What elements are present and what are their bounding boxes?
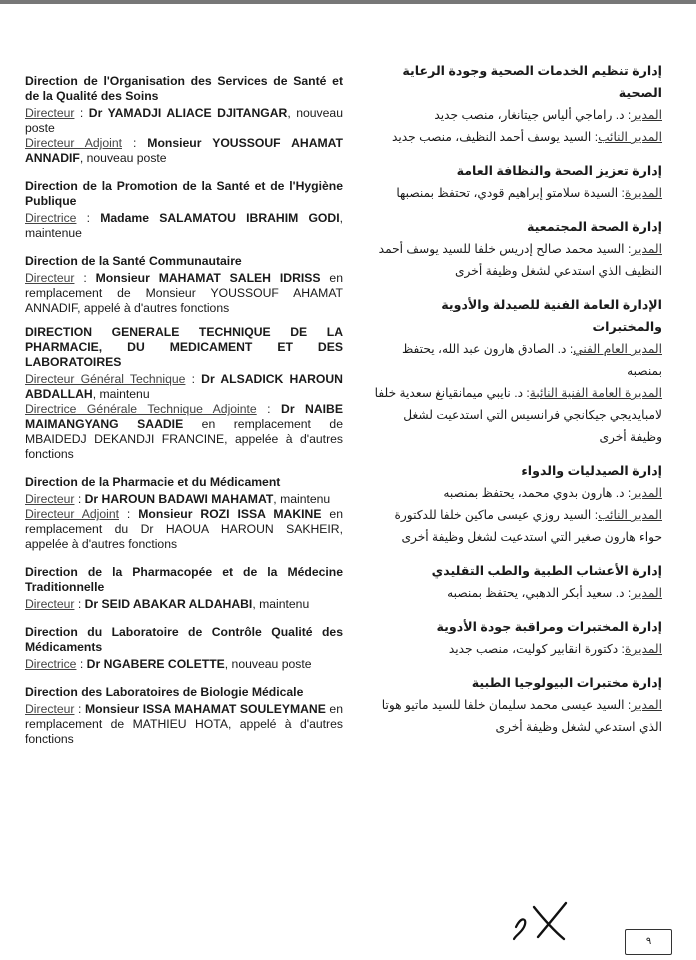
ar-section-title: إدارة الصيدليات والدواء bbox=[521, 464, 662, 478]
fr-appointment: Directeur : Dr SEID ABAKAR ALDAHABI, maintenu bbox=[25, 597, 310, 611]
fr-role: Directrice Générale Technique Adjointe bbox=[25, 402, 257, 416]
fr-appointment: Directrice Générale Technique Adjointe : Dr NAIBE MAIMANGYANG SAADIE en remplacement de MBAIDEDJ DEKANDJI FRANCINE, appelée à d'autres fonctions bbox=[25, 402, 343, 461]
fr-person: Dr ALSADICK HAROUN ABDALLAH bbox=[25, 372, 343, 401]
ar-section-title: إدارة تنظيم الخدمات الصحية وجودة الرعاية الصحية bbox=[402, 64, 662, 100]
ar-section-title: إدارة تعزيز الصحة والنظافة العامة bbox=[456, 164, 662, 178]
ar-role: المدير bbox=[631, 108, 662, 122]
ar-appointment: المدير: السيد محمد صالح إدريس خلفا للسيد يوسف أحمد النظيف الذي استدعي لشغل وظيفة أخرى bbox=[378, 242, 662, 278]
fr-appointment: Directrice : Madame SALAMATOU IBRAHIM GODI, maintenue bbox=[25, 211, 343, 240]
fr-section-controle-qualite bbox=[25, 625, 343, 672]
fr-person: Dr HAROUN BADAWI MAHAMAT bbox=[84, 492, 274, 506]
fr-role: Directeur bbox=[25, 271, 75, 285]
ar-appointment: المدير: د. سعيد أبكر الدهبي، يحتفظ بمنصبه bbox=[447, 586, 662, 600]
ar-section-title: الإدارة العامة الفنية للصيدلة والأدوية والمختبرات bbox=[441, 298, 662, 334]
fr-person: Monsieur ISSA MAHAMAT SOULEYMANE bbox=[84, 702, 326, 716]
fr-section-title: Direction de la Santé Communautaire bbox=[25, 254, 242, 268]
fr-person: Dr YAMADJI ALIACE DJITANGAR bbox=[88, 106, 288, 120]
french-column bbox=[25, 74, 343, 747]
fr-person: Dr SEID ABAKAR ALDAHABI bbox=[84, 597, 253, 611]
fr-section-communautaire bbox=[25, 254, 343, 316]
fr-section-title: Direction de la Promotion de la Santé et de l'Hygiène Publique bbox=[25, 179, 343, 208]
ar-section-title: إدارة المختبرات ومراقبة جودة الأدوية bbox=[436, 620, 662, 634]
fr-section-pharmacopee bbox=[25, 565, 343, 612]
ar-appointment: المديرة العامة الفنية النائبة: د. نايبي ميمانقيانغ سعدية خلفا لامبايديجي جيكانجي فرانسيس التي استدعيت لشغل وظيفة أخرى bbox=[374, 386, 662, 444]
ar-appointment: المدير النائب: السيد روزي عيسى ماكين خلفا للدكتورة حواء هارون صغير التي استدعيت لشغل وظيفة أخرى bbox=[394, 508, 662, 544]
fr-person: Dr NGABERE COLETTE bbox=[86, 657, 225, 671]
fr-role: Directrice bbox=[25, 211, 77, 225]
fr-appointment: Directeur Adjoint : Monsieur ROZI ISSA MAKINE en remplacement du Dr HAOUA HAROUN SAKHEIR, appelée à d'autres fonctions bbox=[25, 507, 343, 551]
fr-section-dgt-pharmacie bbox=[25, 325, 343, 462]
page-number: ٩ bbox=[625, 929, 672, 955]
fr-appointment: Directrice : Dr NGABERE COLETTE, nouveau poste bbox=[25, 657, 312, 671]
ar-role: المدير العام الفني bbox=[573, 342, 662, 356]
ar-section-title: إدارة الأعشاب الطبية والطب التقليدي bbox=[431, 564, 662, 578]
fr-role: Directeur bbox=[25, 492, 75, 506]
ar-section-pharmacie-medicament bbox=[370, 460, 662, 548]
handwritten-initials bbox=[512, 897, 578, 941]
fr-section-title: Direction de la Pharmacie et du Médicament bbox=[25, 475, 281, 489]
fr-role: Directrice bbox=[25, 657, 77, 671]
ar-appointment: المديرة: السيدة سلامتو إبراهيم قودي، تحتفظ بمنصبها bbox=[396, 186, 662, 200]
ar-appointment: المدير العام الفني: د. الصادق هارون عبد الله، يحتفظ بمنصبه bbox=[401, 342, 662, 378]
fr-person: Monsieur MAHAMAT SALEH IDRISS bbox=[95, 271, 321, 285]
ar-section-title: إدارة مختبرات البيولوجيا الطبية bbox=[471, 676, 662, 690]
fr-section-pharmacie-medicament bbox=[25, 475, 343, 552]
ar-section-communautaire bbox=[370, 216, 662, 282]
fr-appointment: Directeur : Dr HAROUN BADAWI MAHAMAT, maintenu bbox=[25, 492, 331, 506]
ar-role: المديرة العامة الفنية النائبة bbox=[529, 386, 662, 400]
fr-section-organisation bbox=[25, 74, 343, 166]
fr-person: Monsieur ROZI ISSA MAKINE bbox=[138, 507, 322, 521]
ar-section-dgt-pharmacie bbox=[370, 294, 662, 448]
ar-role: المدير النائب bbox=[598, 130, 662, 144]
ar-appointment: المدير: د. راماجي ألياس جيتانغار، منصب جديد bbox=[434, 108, 662, 122]
fr-role: Directeur bbox=[25, 106, 75, 120]
fr-role: Directeur Adjoint bbox=[25, 136, 122, 150]
fr-person: Monsieur YOUSSOUF AHAMAT ANNADIF bbox=[25, 136, 343, 165]
fr-person: Madame SALAMATOU IBRAHIM GODI bbox=[100, 211, 340, 225]
fr-section-title: Direction du Laboratoire de Contrôle Qualité des Médicaments bbox=[25, 625, 343, 654]
ar-section-organisation bbox=[370, 60, 662, 148]
fr-appointment: Directeur : Dr YAMADJI ALIACE DJITANGAR, nouveau poste bbox=[25, 106, 343, 135]
fr-person: Dr NAIBE MAIMANGYANG SAADIE bbox=[25, 402, 343, 431]
fr-section-biologie bbox=[25, 685, 343, 747]
ar-role: المدير النائب bbox=[598, 508, 662, 522]
fr-appointment: Directeur Adjoint : Monsieur YOUSSOUF AHAMAT ANNADIF, nouveau poste bbox=[25, 136, 343, 165]
fr-section-title: Direction des Laboratoires de Biologie Médicale bbox=[25, 685, 304, 699]
arabic-column bbox=[370, 60, 662, 738]
ar-role: المدير bbox=[631, 486, 662, 500]
fr-section-promotion bbox=[25, 179, 343, 241]
ar-section-promotion bbox=[370, 160, 662, 204]
fr-appointment: Directeur : Monsieur MAHAMAT SALEH IDRISS en remplacement de Monsieur YOUSSOUF AHAMAT ANNADIF, appelé à d'autres fonctions bbox=[25, 271, 343, 315]
fr-section-title: Direction de la Pharmacopée et de la Médecine Traditionnelle bbox=[25, 565, 343, 594]
ar-appointment: المدير: د. هارون بدوي محمد، يحتفظ بمنصبه bbox=[443, 486, 662, 500]
top-edge-bar bbox=[0, 0, 696, 4]
ar-section-title: إدارة الصحة المجتمعية bbox=[527, 220, 662, 234]
fr-appointment: Directeur Général Technique : Dr ALSADICK HAROUN ABDALLAH, maintenu bbox=[25, 372, 343, 401]
ar-appointment: المدير النائب: السيد يوسف أحمد النظيف، منصب جديد bbox=[392, 130, 662, 144]
fr-section-title: DIRECTION GENERALE TECHNIQUE DE LA PHARMACIE, DU MEDICAMENT ET DES LABORATOIRES bbox=[25, 325, 343, 369]
ar-section-pharmacopee bbox=[370, 560, 662, 604]
ar-role: المدير bbox=[631, 698, 662, 712]
fr-role: Directeur Adjoint bbox=[25, 507, 119, 521]
ar-role: المديرة bbox=[624, 642, 662, 656]
ar-role: المديرة bbox=[624, 186, 662, 200]
fr-role: Directeur bbox=[25, 702, 75, 716]
ar-role: المدير bbox=[631, 242, 662, 256]
fr-role: Directeur Général Technique bbox=[25, 372, 186, 386]
fr-section-title: Direction de l'Organisation des Services de Santé et de la Qualité des Soins bbox=[25, 74, 343, 103]
ar-appointment: المديرة: دكتورة انقابير كوليت، منصب جديد bbox=[448, 642, 662, 656]
ar-role: المدير bbox=[631, 586, 662, 600]
ar-section-biologie bbox=[370, 672, 662, 738]
fr-role: Directeur bbox=[25, 597, 75, 611]
ar-section-controle-qualite bbox=[370, 616, 662, 660]
ar-appointment: المدير: السيد عيسى محمد سليمان خلفا للسيد ماتيو هوتا الذي استدعي لشغل وظيفة أخرى bbox=[381, 698, 662, 734]
fr-appointment: Directeur : Monsieur ISSA MAHAMAT SOULEYMANE en remplacement de MATHIEU HOTA, appelé à d'autres fonctions bbox=[25, 702, 343, 746]
